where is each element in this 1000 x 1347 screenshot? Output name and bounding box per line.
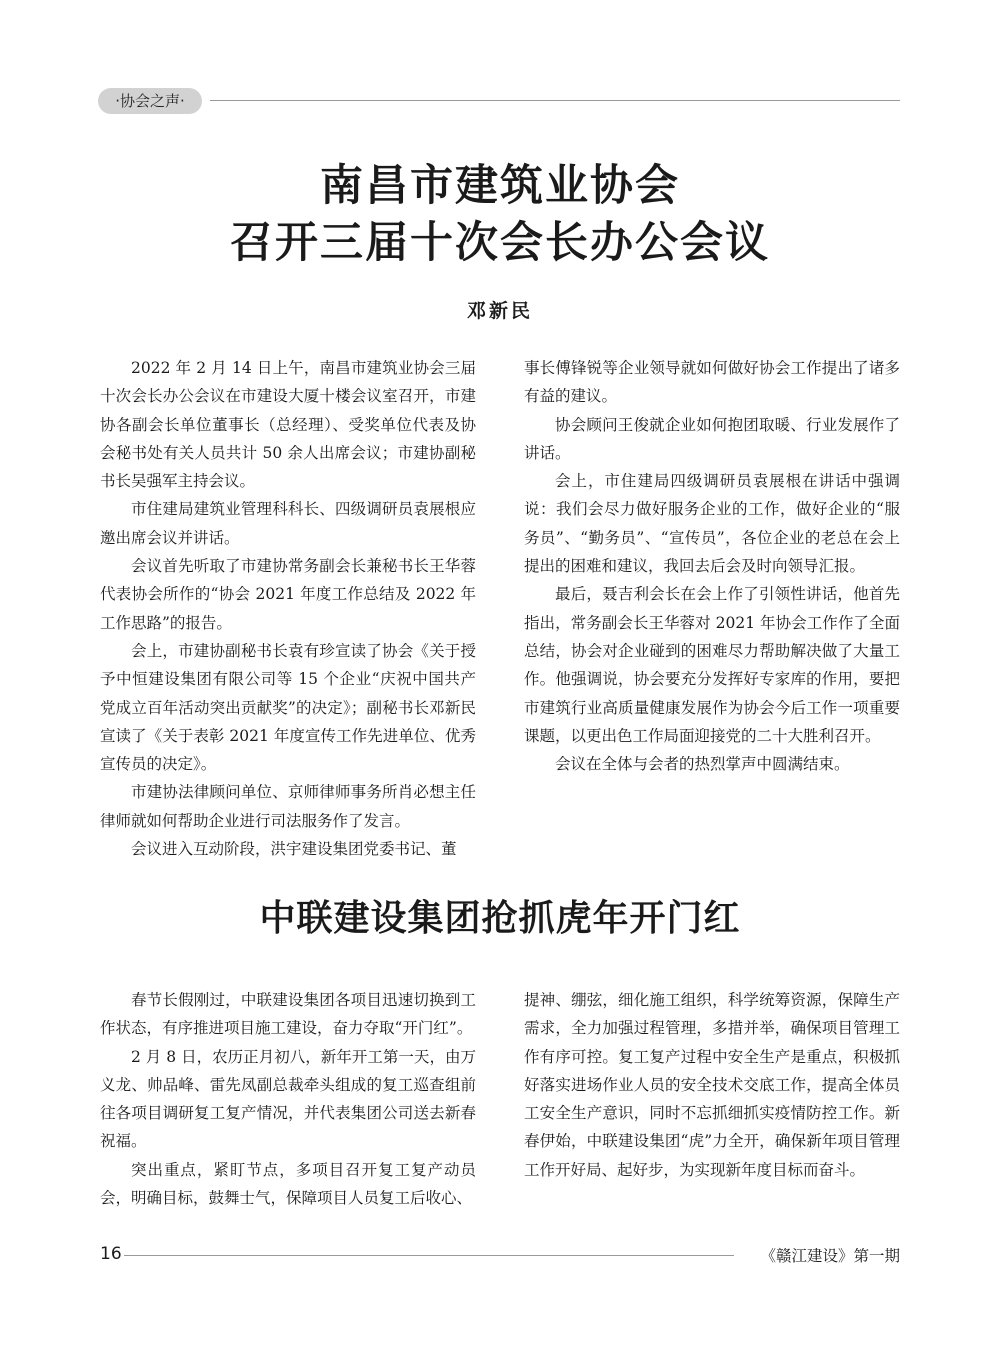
- article1-author: 邓新民: [466, 300, 533, 322]
- article1-title-line2: 召开三届十次会长办公会议: [230, 218, 770, 268]
- article1-title-line1: 南昌市建筑业协会: [320, 161, 680, 211]
- paragraph: 协会顾问王俊就企业如何抱团取暖、行业发展作了讲话。: [524, 415, 900, 462]
- paragraph: 会议在全体与会者的热烈掌声中圆满结束。: [555, 755, 850, 774]
- paragraph-continued: 提神、绷弦，细化施工组织，科学统筹资源，保障生产需求，全力加强过程管理，多措并举，确保项目管理工作有序可控。复工复产过程中安全生产是重点，积极抓好落实进场作业人员的安全技术交底工作，提高全体员工安全生产意识，同时不忘抓细抓实疫情防控工作。新春伊始，中联建设集团“虎”力全开，确保新年项目管理工作开好局、起好步，为实现新年度目标而奋斗。: [524, 991, 900, 1179]
- article2-column-left: [100, 986, 476, 1212]
- header-divider: [210, 100, 900, 101]
- paragraph: 2 月 8 日，农历正月初八，新年开工第一天，由万义龙、帅品峰、雷先凤副总裁牵头组成的复工巡查组前往各项目调研复工复产情况，并代表集团公司送去新春祝福。: [100, 1047, 476, 1151]
- paragraph: 会议进入互动阶段，洪宇建设集团党委书记、董: [131, 840, 457, 859]
- paragraph: 市住建局建筑业管理科科长、四级调研员袁展根应邀出席会议并讲话。: [100, 500, 476, 547]
- section-label: ·协会之声·: [98, 88, 202, 114]
- page-number: 16: [100, 1244, 122, 1264]
- article1-column-left: [100, 354, 476, 863]
- paragraph: 市建协法律顾问单位、京师律师事务所肖必想主任律师就如何帮助企业进行司法服务作了发言。: [100, 783, 476, 830]
- paragraph: 2022 年 2 月 14 日上午，南昌市建筑业协会三届十次会长办公会议在市建设大厦十楼会议室召开，市建协各副会长单位董事长（总经理）、受奖单位代表及协会秘书处有关人员共计 50 余人出席会议；市建协副秘书长吴强军主持会议。: [100, 359, 476, 491]
- paragraph-continued: 事长傅锋锐等企业领导就如何做好协会工作提出了诸多有益的建议。: [524, 359, 900, 406]
- paragraph: 春节长假刚过，中联建设集团各项目迅速切换到工作状态，有序推进项目施工建设，奋力夺取“开门红”。: [100, 991, 476, 1038]
- article1-column-right: [524, 354, 900, 778]
- footer-divider: [124, 1255, 734, 1256]
- paragraph: 突出重点，紧盯节点，多项目召开复工复产动员会，明确目标，鼓舞士气，保障项目人员复工后收心、: [100, 1160, 476, 1208]
- paragraph: 最后，聂吉利会长在会上作了引领性讲话，他首先指出，常务副会长王华蓉对 2021 年协会工作作了全面总结，协会对企业碰到的困难尽力帮助解决做了大量工作。他强调说，协会要充分发挥好专家库的作用，要把市建筑行业高质量健康发展作为协会今后工作一项重要课题，以更出色工作局面迎接党的二十大胜利召开。: [524, 585, 900, 745]
- article2-title: 中联建设集团抢抓虎年开门红: [259, 898, 741, 939]
- article2-column-right: [524, 986, 900, 1184]
- paragraph: 会议首先听取了市建协常务副会长兼秘书长王华蓉代表协会所作的“协会 2021 年度工作总结及 2022 年工作思路”的报告。: [100, 557, 476, 632]
- paragraph: 会上，市住建局四级调研员袁展根在讲话中强调说：我们会尽力做好服务企业的工作，做好企业的“服务员”、“勤务员”、“宣传员”，各位企业的老总在会上提出的困难和建议，我回去后会及时向领导汇报。: [524, 472, 900, 576]
- paragraph: 会上，市建协副秘书长袁有珍宣读了协会《关于授予中恒建设集团有限公司等 15 个企业“庆祝中国共产党成立百年活动突出贡献奖”的决定》；副秘书长邓新民宣读了《关于表彰 2021 年度宣传工作先进单位、优秀宣传员的决定》。: [100, 641, 476, 774]
- journal-name: 《赣江建设》第一期: [760, 1247, 900, 1265]
